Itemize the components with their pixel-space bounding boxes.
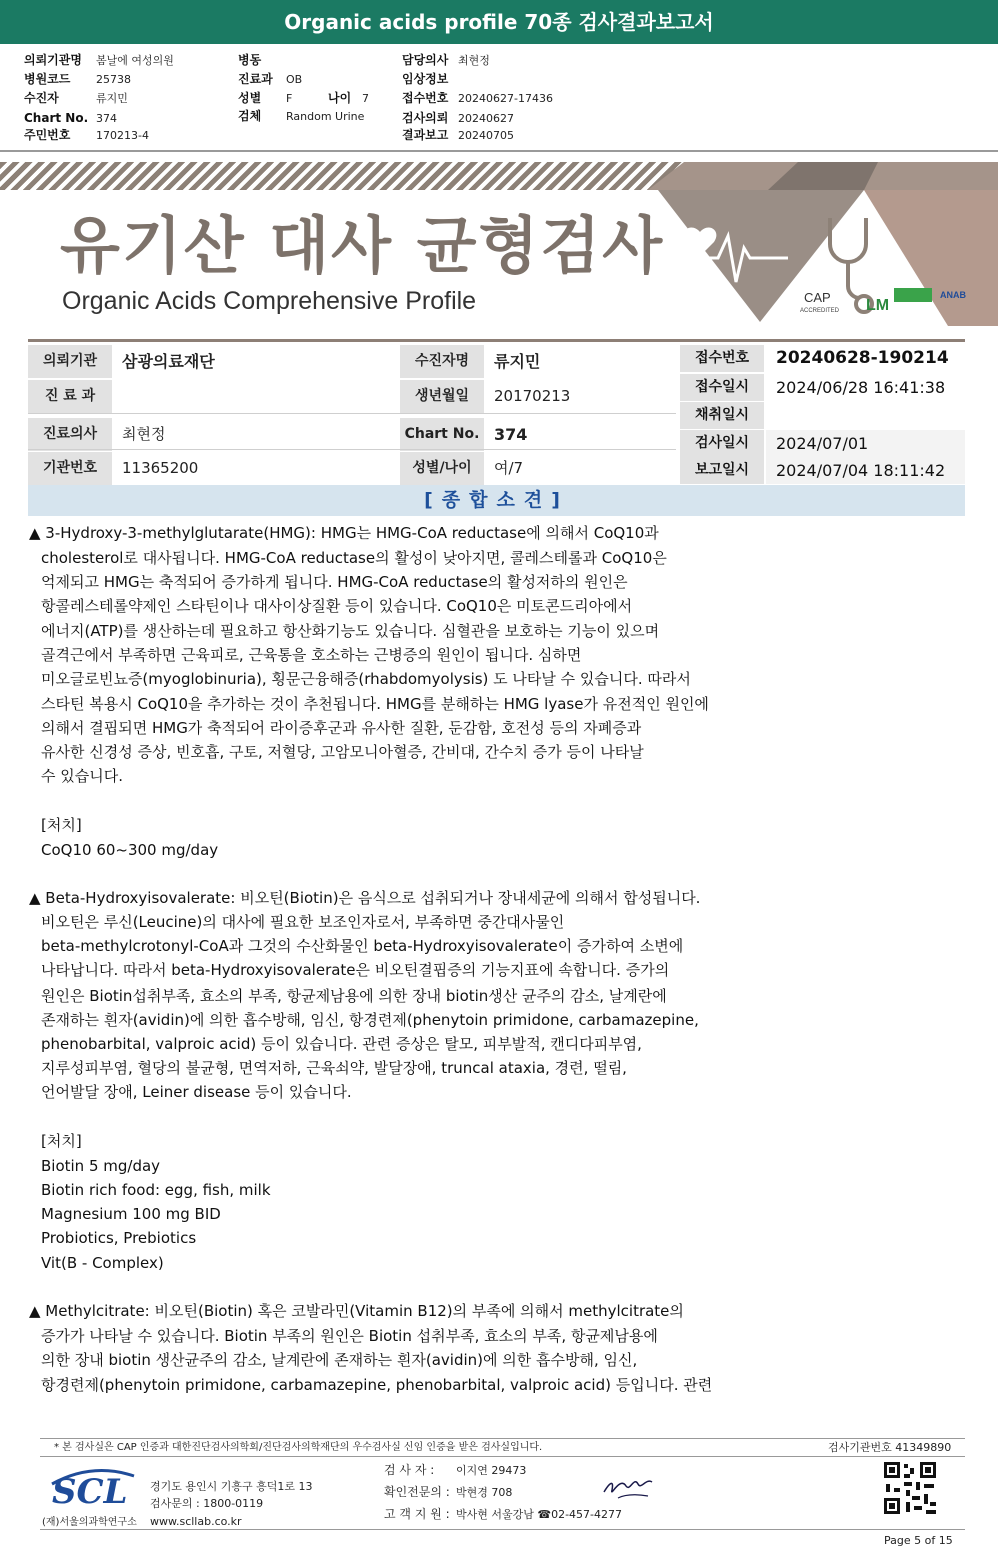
field-clinical-info: 임상정보 (402, 72, 449, 86)
signature (600, 1474, 656, 1502)
confirm-label: 확인전문의 : (384, 1485, 450, 1499)
value-collected (766, 402, 965, 429)
value-tested: 2024/07/01 (766, 430, 965, 457)
summary-line: phenobarbital, valproic acid) 등이 있습니다. 관련 증상은 탈모, 피부발적, 캔디다피부염, (41, 1035, 642, 1053)
label-accno: 접수번호 (680, 345, 764, 372)
cap-logo: CAP (804, 290, 831, 305)
field-hospital-code: 병원코드 25738 (24, 72, 131, 86)
confirm-value: 박현경 708 (456, 1486, 513, 1499)
footer-note: * 본 검사실은 CAP 인증과 대한진단검사의학회/진단검사의학재단의 우수검사실 신임 인증을 받은 검사실입니다. (54, 1442, 543, 1453)
summary-line: 비오틴은 루신(Leucine)의 대사에 필요한 보조인자로서, 부족하면 중간대사물인 (41, 913, 565, 931)
field-request-date: 검사의뢰 20240627 (402, 111, 514, 125)
summary-line: 항콜레스테롤약제인 스타틴이나 대사이상질환 등이 있습니다. CoQ10은 미토콘드리아에서 (41, 597, 633, 615)
field-ward: 병동 (238, 53, 262, 67)
label-org: 의뢰기관 (28, 345, 112, 378)
summary-line: beta-methylcrotonyl-CoA과 그것의 수산화물인 beta-Hydroxyisovalerate이 증가하여 소변에 (41, 937, 684, 955)
treatment-item: Vit(B - Complex) (41, 1254, 164, 1272)
summary-line: 나타납니다. 따라서 beta-Hydroxyisovalerate은 비오틴결핍증의 기능지표에 속합니다. 증가의 (41, 961, 670, 979)
summary-line: ▲ 3-Hydroxy-3-methylglutarate(HMG): HMG는 HMG-CoA reductase에 의해서 CoQ10과 (29, 524, 659, 542)
summary-line: ▲ Methylcitrate: 비오틴(Biotin) 혹은 코발라민(Vitamin B12)의 부족에 의해서 methylcitrate의 (29, 1302, 684, 1320)
value-name: 류지민 (486, 345, 676, 378)
scl-logo: SCL (52, 1472, 128, 1512)
anab-logo: ANAB (940, 290, 966, 300)
value-doctor: 최현정 (114, 418, 396, 451)
treatment-item: CoQ10 60~300 mg/day (41, 841, 219, 859)
summary-line: cholesterol로 대사됩니다. HMG-CoA reductase의 활성이 낮아지면, 콜레스테롤과 CoQ10은 (41, 549, 667, 567)
footer-org-name: (재)서울의과학연구소 (42, 1517, 137, 1528)
title-korean: 유기산 대사 균형검사 (60, 209, 665, 282)
summary-line: ▲ Beta-Hydroxyisovalerate: 비오틴(Biotin)은 음식으로 섭취되거나 장내세균에 의해서 합성됩니다. (29, 889, 701, 907)
label-tested: 검사일시 (680, 430, 764, 457)
treatment-item: Magnesium 100 mg BID (41, 1205, 221, 1223)
treatment-item: Probiotics, Prebiotics (41, 1229, 197, 1247)
banner-art (648, 162, 998, 326)
value-dob: 20170213 (486, 380, 676, 413)
tester-label: 검 사 자 : (384, 1463, 435, 1477)
field-doctor: 담당의사 최현정 (402, 53, 490, 67)
label-inst: 기관번호 (28, 452, 112, 485)
summary-line: 항경련제(phenytoin primidone, carbamazepine, phenobarbital, valproic acid) 등입니다. 관련 (41, 1376, 713, 1394)
summary-line: 원인은 Biotin섭취부족, 효소의 부족, 항균제남용에 의한 장내 biotin생산 균주의 감소, 날계란에 (41, 987, 667, 1005)
kfda-logo (894, 288, 932, 302)
summary-line: 에너지(ATP)를 생산하는데 필요하고 항산화기능도 있습니다. 심혈관을 보호하는 기능이 있으며 (41, 622, 660, 640)
summary-line: 언어발달 장애, Leiner disease 등이 있습니다. (41, 1083, 352, 1101)
report-title: Organic acids profile 70종 검사결과보고서 (0, 0, 998, 44)
title-english: Organic Acids Comprehensive Profile (62, 287, 477, 315)
summary-line: 지루성피부염, 혈당의 불균형, 면역저하, 근육쇠약, 발달장애, truncal ataxia, 경련, 떨림, (41, 1059, 627, 1077)
label-name: 수진자명 (400, 345, 484, 378)
summary-line: 스타틴 복용시 CoQ10을 추가하는 것이 추천됩니다. HMG를 분해하는 HMG lyase가 유전적인 원인에 (41, 695, 709, 713)
footer-divider (40, 1438, 965, 1439)
label-dob: 생년월일 (400, 380, 484, 413)
field-department: 진료과 OB (238, 72, 303, 86)
field-age: 나이 7 (328, 91, 369, 105)
summary-line: 미오글로빈뇨증(myoglobinuria), 횡문근융해증(rhabdomyolysis) 도 나타날 수 있습니다. 따라서 (41, 670, 691, 688)
field-resident-no: 주민번호 170213-4 (24, 128, 149, 142)
summary-line: 존재하는 흰자(avidin)에 의한 흡수방해, 임신, 항경련제(phenytoin primidone, carbamazepine, (41, 1011, 699, 1029)
label-collected: 채취일시 (680, 402, 764, 429)
field-sex: 성별 F (238, 91, 293, 105)
label-dept: 진 료 과 (28, 380, 112, 413)
field-chart-no: Chart No. 374 (24, 111, 117, 125)
summary-line: 의해서 결핍되면 HMG가 축적되어 라이증후군과 유사한 질환, 둔감함, 호전성 등의 자폐증과 (41, 719, 642, 737)
lm-logo: LM (866, 297, 890, 314)
field-accession-no: 접수번호 20240627-17436 (402, 91, 553, 105)
field-specimen: 검체 Random Urine (238, 109, 365, 123)
value-received: 2024/06/28 16:41:38 (776, 378, 946, 397)
qr-code-icon (882, 1460, 938, 1516)
field-requesting-org: 의뢰기관명 봄날에 여성의원 (24, 53, 174, 67)
footer-website: www.scllab.co.kr (150, 1515, 242, 1528)
support-label: 고 객 지 원 : (384, 1507, 450, 1521)
value-sexage: 여/7 (486, 452, 676, 485)
info-table (28, 339, 965, 483)
divider (28, 413, 676, 414)
summary-line: 의한 장내 biotin 생산균주의 감소, 날계란에 존재하는 흰자(avidin)에 의한 흡수방해, 임신, (41, 1351, 638, 1369)
field-patient: 수진자 류지민 (24, 91, 128, 105)
footer-address: 경기도 용인시 기흥구 흥덕1로 13 (150, 1480, 313, 1493)
support-value: 박사현 서울강남 ☎02-457-4277 (456, 1508, 623, 1521)
field-report-date: 결과보고 20240705 (402, 128, 514, 142)
label-reported: 보고일시 (680, 457, 764, 484)
treatment-heading: [처치] (41, 816, 82, 834)
tester-value: 이지연 29473 (456, 1464, 527, 1477)
summary-line: 억제되고 HMG는 축적되어 증가하게 됩니다. HMG-CoA reductase의 활성저하의 원인은 (41, 573, 628, 591)
page-number: Page 5 of 15 (884, 1534, 953, 1547)
summary-heading: [종합소견] (28, 485, 965, 516)
label-doctor: 진료의사 (28, 418, 112, 451)
summary-line: 증가가 나타날 수 있습니다. Biotin 부족의 원인은 Biotin 섭취부족, 효소의 부족, 항균제남용에 (41, 1327, 658, 1345)
value-accno: 20240628-190214 (776, 348, 949, 368)
header-info (0, 44, 998, 152)
label-sexage: 성별/나이 (400, 452, 484, 485)
divider (28, 449, 676, 450)
footer-lab-no: 검사기관번호 41349890 (828, 1441, 952, 1454)
label-received: 접수일시 (680, 374, 764, 401)
value-chart: 374 (486, 418, 676, 451)
summary-line: 유사한 신경성 증상, 빈호흡, 구토, 저혈당, 고암모니아혈증, 간비대, 간수치 증가 등이 나타날 (41, 743, 644, 761)
value-dept (114, 380, 396, 413)
value-inst: 11365200 (114, 452, 396, 485)
treatment-item: Biotin 5 mg/day (41, 1157, 161, 1175)
footer-divider (40, 1456, 965, 1457)
treatment-heading: [처치] (41, 1132, 82, 1150)
value-reported: 2024/07/04 18:11:42 (766, 457, 965, 484)
summary-line: 골격근에서 부족하면 근육피로, 근육통을 호소하는 근병증의 원인이 됩니다. 심하면 (41, 646, 582, 664)
footer-phone: 검사문의 : 1800-0119 (150, 1497, 264, 1510)
cap-sub: ACCREDITED (800, 308, 840, 314)
footer-divider (40, 1529, 965, 1530)
summary-line: 수 있습니다. (41, 767, 123, 785)
label-chart: Chart No. (400, 418, 484, 451)
treatment-item: Biotin rich food: egg, fish, milk (41, 1181, 271, 1199)
value-org: 삼광의료재단 (114, 345, 396, 378)
